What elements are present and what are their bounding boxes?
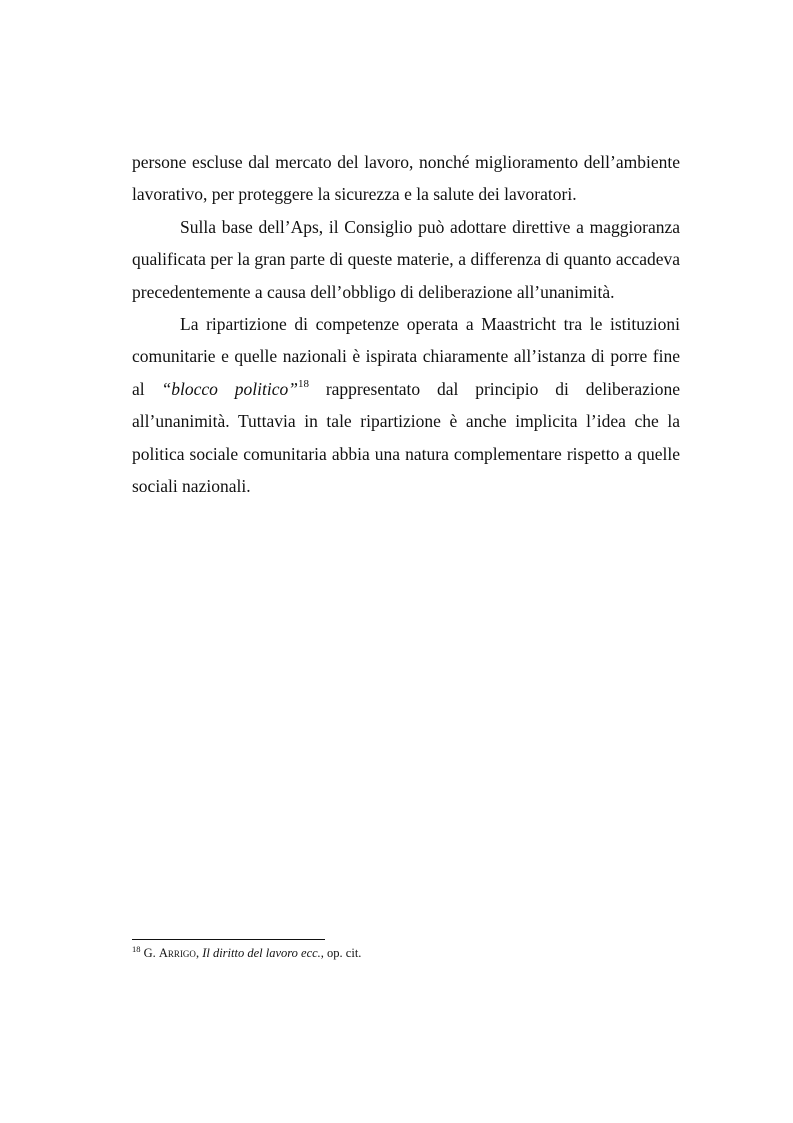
footnote-author-initial: G. (143, 946, 156, 960)
footnote (132, 945, 680, 961)
footnote-reference[interactable]: 18 (297, 378, 309, 391)
body-text (132, 146, 680, 502)
paragraph-1 (132, 146, 680, 211)
paragraph-3-text-before: La ripartizione di competenze operata a Maastricht tra le istituzioni comunitarie e quelle nazionali è ispirata chiaramente all’istanza di porre fine al (132, 314, 680, 399)
quoted-phrase: “blocco politico” (161, 378, 298, 399)
paragraph-1-text: persone escluse dal mercato del lavoro, nonché miglioramento dell’ambiente lavorativo, per proteggere la sicurezza e la salute dei lavoratori. (132, 152, 680, 205)
footnote-separator-comma: , (195, 946, 200, 960)
footnote-title: Il diritto del lavoro ecc. (202, 946, 321, 960)
footnote-number: 18 (132, 943, 141, 954)
paragraph-3 (132, 308, 680, 502)
paragraph-2-text: Sulla base dell’Aps, il Consiglio può adottare direttive a maggioranza qualificata per la gran parte di queste materie, a differenza di quanto accadeva precedentemente a causa dell’obbligo di deliberazione all’unanimità. (132, 216, 680, 302)
footnote-citation: , op. cit. (320, 946, 362, 960)
footnote-author: Arrigo (158, 946, 196, 960)
footnote-separator (132, 939, 325, 940)
paragraph-3-text-after: rappresentato dal principio di deliberazione all’unanimità. Tuttavia in tale ripartizione è anche implicita l’idea che la politica sociale comunitaria abbia una natura complementare rispetto a quelle sociali nazionali. (132, 378, 680, 497)
paragraph-2 (132, 211, 680, 308)
